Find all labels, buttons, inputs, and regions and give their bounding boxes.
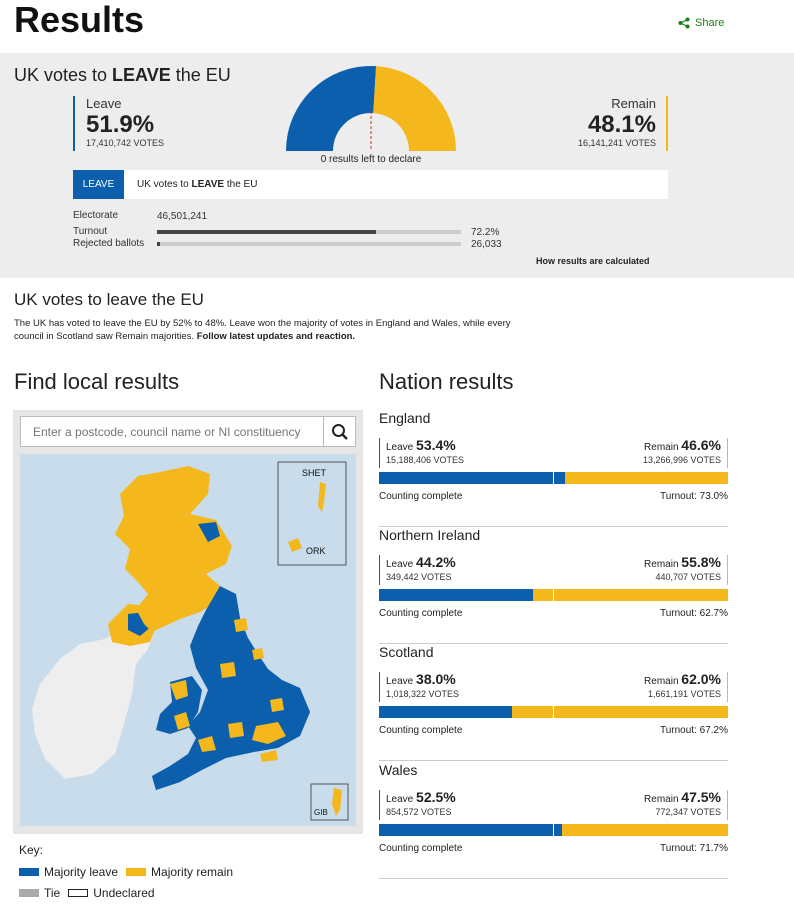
leave-votes: 17,410,742 VOTES [86,138,165,148]
nation-name: Wales [379,762,418,778]
result-banner [73,170,668,199]
local-results-panel [13,410,363,834]
story-body: The UK has voted to leave the EU by 52% to 48%. Leave won the majority of votes in England and Wales, while every council in Scotland saw Remain majorities. Follow latest updates and reaction. [14,318,511,342]
nation-leave-bar-fill [379,472,565,484]
electorate-label: Electorate [73,210,119,221]
nation-share-bar [379,589,728,601]
donut-remain-segment [373,66,456,151]
nation-bar-midpoint [553,589,554,601]
nation-leave-percent: 52.5% [416,789,456,805]
nation-leave-votes: 1,018,322 VOTES [386,689,460,699]
map-key-title: Key: [19,843,44,857]
nation-counting-status: Counting complete [379,725,463,736]
nation-result-wales[interactable] [379,762,728,879]
nation-remain-percent: 62.0% [681,671,721,687]
nation-name: Scotland [379,644,434,660]
turnout-bar [157,230,461,234]
manchester-remain-area[interactable] [220,662,236,678]
map-key-row-1 [19,865,233,879]
gibraltar-label: GIB [314,808,328,817]
shetland-label: SHET [302,468,327,478]
nation-turnout: Turnout: 73.0% [659,491,728,502]
nation-turnout: Turnout: 62.7% [659,608,728,619]
oxford-remain-area[interactable] [228,722,244,738]
nation-counting-status: Counting complete [379,608,463,619]
nation-name: Northern Ireland [379,527,481,543]
nation-turnout: Turnout: 71.7% [659,843,728,854]
rejected-value: 26,033 [471,238,502,250]
page-title: Results [14,0,145,40]
uk-map-svg [20,454,356,826]
nation-remain-percent: 55.8% [681,554,721,570]
search-button[interactable] [323,417,355,446]
nation-results-title: Nation results [379,369,514,394]
leave-swatch [19,868,39,876]
nation-turnout: Turnout: 67.2% [659,725,728,736]
nation-result-england[interactable] [379,410,728,527]
nation-remain-label: Remain [644,794,679,805]
newcastle-remain-area[interactable] [234,618,248,632]
donut-leave-segment [286,66,376,151]
results-left-text: 0 results left to declare [320,154,422,165]
nation-remain [644,672,728,702]
nation-share-bar [379,706,728,718]
nation-leave [379,790,456,820]
nation-result-northern-ireland[interactable] [379,527,728,644]
nation-share-bar [379,824,728,836]
share-button[interactable] [678,17,724,29]
nation-leave [379,555,456,585]
rejected-row [73,238,502,250]
nation-leave-votes: 349,442 VOTES [386,572,452,582]
key-majority-remain: Majority remain [151,865,234,879]
nation-name: England [379,410,431,426]
electorate-value: 46,501,241 [157,210,208,222]
search-icon [331,423,349,441]
nation-remain-label: Remain [644,676,679,687]
how-results-calculated-link[interactable]: How results are calculated [536,256,650,266]
nation-remain [643,438,728,468]
remain-votes: 16,141,241 VOTES [577,138,656,148]
nation-remain-percent: 46.6% [681,437,721,453]
nation-leave-percent: 53.4% [416,437,456,453]
leave-percent: 51.9% [86,111,155,138]
nation-counting-status: Counting complete [379,491,463,502]
result-text: UK votes to LEAVE the EU [137,179,258,190]
nation-leave [379,438,464,468]
nation-counting-status: Counting complete [379,843,463,854]
result-badge: LEAVE [73,170,124,199]
key-majority-leave: Majority leave [44,865,119,879]
york-remain-area[interactable] [252,648,264,660]
local-results-title: Find local results [14,369,180,394]
nation-leave-label: Leave [386,442,414,453]
nation-remain-votes: 1,661,191 VOTES [647,689,721,699]
tie-swatch [19,889,39,897]
search-input[interactable] [21,417,323,446]
nation-remain-label: Remain [644,442,679,453]
rejected-label: Rejected ballots [73,238,145,249]
remain-label: Remain [611,96,656,111]
remain-percent: 48.1% [587,111,656,138]
results-map[interactable] [20,454,356,826]
electorate-row [73,210,207,222]
search-box [20,416,356,447]
share-icon [678,17,690,29]
nation-remain-percent: 47.5% [681,789,721,805]
nation-remain-votes: 13,266,996 VOTES [642,455,721,465]
orkney-label: ORK [306,546,326,556]
nation-leave-votes: 854,572 VOTES [386,807,452,817]
nation-remain-votes: 440,707 VOTES [655,572,721,582]
map-key-row-2 [19,886,155,900]
rejected-bar-fill [157,242,160,246]
nation-share-bar [379,472,728,484]
leave-label: Leave [86,96,122,111]
nation-leave-bar-fill [379,824,562,836]
cambridge-remain-area[interactable] [270,698,284,712]
rejected-bar [157,242,461,246]
nation-leave-label: Leave [386,559,414,570]
turnout-label: Turnout [73,226,108,237]
nation-result-scotland[interactable] [379,644,728,761]
leave-total [73,96,164,151]
undeclared-swatch [68,889,88,897]
result-donut-chart [286,63,456,153]
summary-headline: UK votes to LEAVE the EU [14,65,231,85]
latest-updates-link[interactable]: Follow latest updates and reaction. [196,331,356,342]
nation-remain-label: Remain [644,559,679,570]
nation-leave-votes: 15,188,406 VOTES [386,455,465,465]
remain-total [578,96,668,151]
nation-remain [644,555,728,585]
brighton-remain-area[interactable] [260,750,278,762]
nation-leave-percent: 44.2% [416,554,456,570]
turnout-value: 72.2% [471,226,500,238]
nation-bar-midpoint [553,824,554,836]
summary-panel [0,53,794,278]
nation-leave-label: Leave [386,794,414,805]
nation-bar-midpoint [553,472,554,484]
nation-leave-bar-fill [379,706,512,718]
key-undeclared: Undeclared [93,886,155,900]
nation-remain-votes: 772,347 VOTES [655,807,721,817]
nation-bar-midpoint [553,706,554,718]
turnout-bar-fill [157,230,376,234]
story-headline: UK votes to leave the EU [14,290,204,309]
nation-leave [379,672,459,702]
nation-remain [644,790,728,820]
share-label: Share [695,17,725,29]
turnout-row [73,226,499,238]
nation-leave-label: Leave [386,676,414,687]
nation-leave-bar-fill [379,589,533,601]
key-tie: Tie [44,886,61,900]
remain-swatch [126,868,146,876]
nation-leave-percent: 38.0% [416,671,456,687]
